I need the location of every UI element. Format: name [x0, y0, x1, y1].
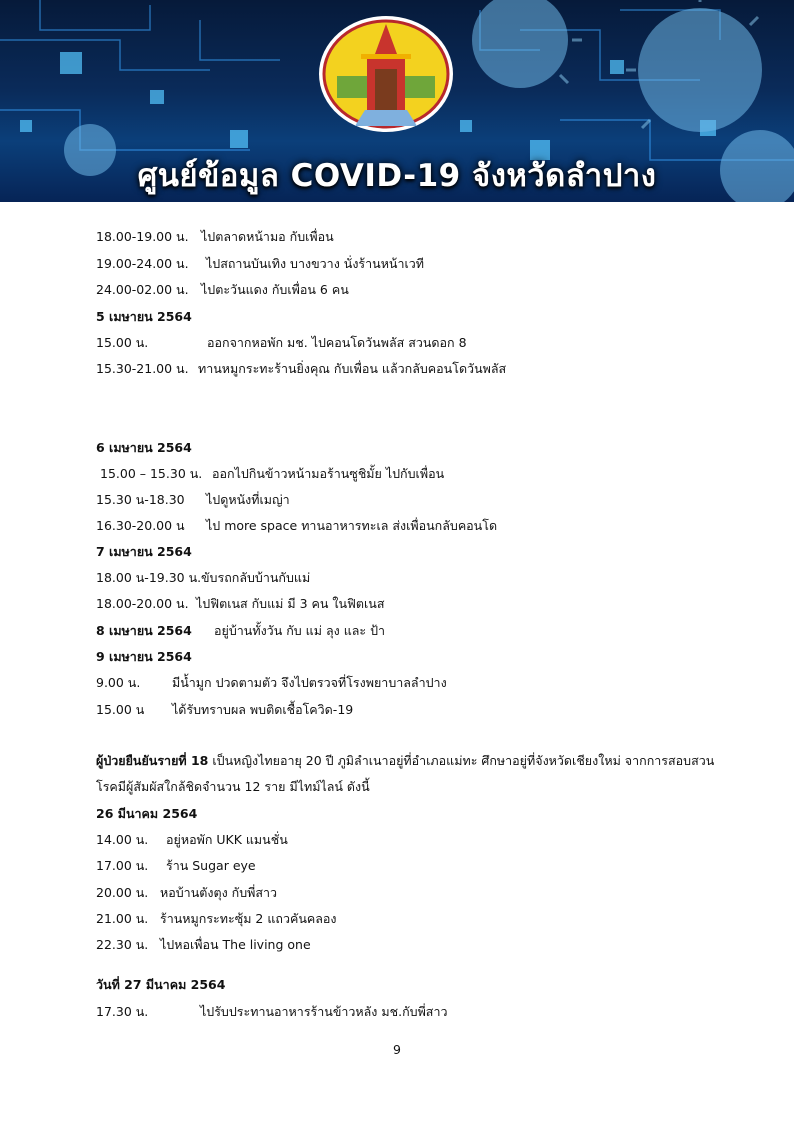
list-item	[96, 595, 384, 613]
entry-text: ออกจากหอพัก มช. ไปคอนโดวันพลัส สวนดอก 8	[207, 335, 467, 350]
list-item	[96, 701, 353, 719]
list-item	[96, 857, 256, 875]
list-item	[100, 465, 444, 483]
entry-time: 18.00 น-19.30 น.	[96, 570, 202, 585]
list-item	[96, 334, 467, 352]
date-heading: 9 เมษายน 2564	[96, 649, 192, 664]
list-item	[96, 228, 334, 246]
list-item	[96, 569, 310, 587]
list-item	[96, 491, 290, 509]
entry-time: 18.00-19.00 น.	[96, 229, 189, 244]
entry-time: 14.00 น.	[96, 832, 149, 847]
case-paragraph	[96, 748, 716, 800]
date-heading: 5 เมษายน 2564	[96, 309, 192, 324]
entry-time: 21.00 น.	[96, 911, 149, 926]
list-item	[96, 910, 337, 928]
case-label: ผู้ป่วยยืนยันรายที่ 18	[96, 753, 209, 768]
entry-time: 15.00 น	[96, 702, 145, 717]
date-heading: 8 เมษายน 2564	[96, 623, 192, 638]
entry-time: 17.00 น.	[96, 858, 149, 873]
list-item	[96, 831, 288, 849]
date-heading: 7 เมษายน 2564	[96, 544, 192, 559]
date-heading: 26 มีนาคม 2564	[96, 806, 198, 821]
entry-text: อยู่บ้านทั้งวัน กับ แม่ ลุง และ ป้า	[214, 623, 386, 638]
entry-text: ไปรับประทานอาหารร้านข้าวหลัง มช.กับพี่สาว	[200, 1004, 448, 1019]
entry-text: ร้าน Sugar eye	[166, 858, 256, 873]
entry-time: 24.00-02.00 น.	[96, 282, 189, 297]
entry-time: 22.30 น.	[96, 937, 149, 952]
entry-time: 18.00-20.00 น.	[96, 596, 189, 611]
entry-text: ไปสถานบันเทิง บางขวาง นั่งร้านหน้าเวที	[206, 256, 425, 271]
entry-time: 9.00 น.	[96, 675, 141, 690]
entry-text: ขับรถกลับบ้านกับแม่	[201, 570, 311, 585]
entry-text: ไปตลาดหน้ามอ กับเพื่อน	[201, 229, 334, 244]
entry-text: ร้านหมูกระทะซุ้ม 2 แถวคันคลอง	[160, 911, 337, 926]
entry-time: 15.30 น-18.30	[96, 492, 185, 507]
entry-text: ไปดูหนังที่เมญ่า	[206, 492, 290, 507]
entry-time: 15.00 น.	[96, 335, 149, 350]
entry-time: 20.00 น.	[96, 885, 149, 900]
entry-text: ไปหอเพื่อน The living one	[160, 937, 311, 952]
list-item	[96, 517, 497, 535]
entry-text: ไป more space ทานอาหารทะเล ส่งเพื่อนกลับคอนโด	[206, 518, 498, 533]
list-item	[96, 255, 424, 273]
entry-text: ทานหมูกระทะร้านยิ่งคุณ กับเพื่อน แล้วกลับคอนโดวันพลัส	[198, 361, 507, 376]
entry-text: หอบ้านตังตุง กับพี่สาว	[160, 885, 278, 900]
list-item	[96, 936, 311, 954]
entry-time: 16.30-20.00 น	[96, 518, 185, 533]
list-item	[96, 281, 349, 299]
entry-text: ออกไปกินข้าวหน้ามอร้านซูชิมั้ย ไปกับเพื่อน	[212, 466, 445, 481]
entry-time: 15.30-21.00 น.	[96, 361, 189, 376]
entry-text: ไปฟิตเนส กับแม่ มี 3 คน ในฟิตเนส	[196, 596, 385, 611]
page-number: 9	[393, 1042, 401, 1057]
entry-text: มีน้ำมูก ปวดตามตัว จึงไปตรวจที่โรงพยาบาลลำปาง	[172, 675, 447, 690]
entry-text: ไปตะวันแดง กับเพื่อน 6 คน	[201, 282, 349, 297]
entry-text: ได้รับทราบผล พบติดเชื้อโควิด-19	[172, 702, 354, 717]
banner-title: ศูนย์ข้อมูล COVID-19 จังหวัดลำปาง	[137, 158, 657, 194]
case-description: เป็นหญิงไทยอายุ 20 ปี ภูมิลำเนาอยู่ที่อำเภอแม่ทะ ศึกษาอยู่ที่จังหวัดเชียงใหม่ จากการสอบสวนโรคมีผู้สัมผัสใกล้ชิดจำนวน 12 ราย มีไทม์ไลน์ ดังนี้	[96, 753, 715, 794]
list-item	[96, 360, 506, 378]
entry-time: 15.00 – 15.30 น.	[100, 466, 203, 481]
entry-time: 19.00-24.00 น.	[96, 256, 189, 271]
entry-text: อยู่หอพัก UKK แมนชั่น	[166, 832, 288, 847]
list-item	[96, 884, 277, 902]
date-heading: วันที่ 27 มีนาคม 2564	[96, 977, 226, 992]
entry-time: 17.30 น.	[96, 1004, 149, 1019]
date-heading: 6 เมษายน 2564	[96, 440, 192, 455]
list-item	[96, 622, 385, 640]
list-item	[96, 674, 447, 692]
list-item	[96, 1003, 447, 1021]
